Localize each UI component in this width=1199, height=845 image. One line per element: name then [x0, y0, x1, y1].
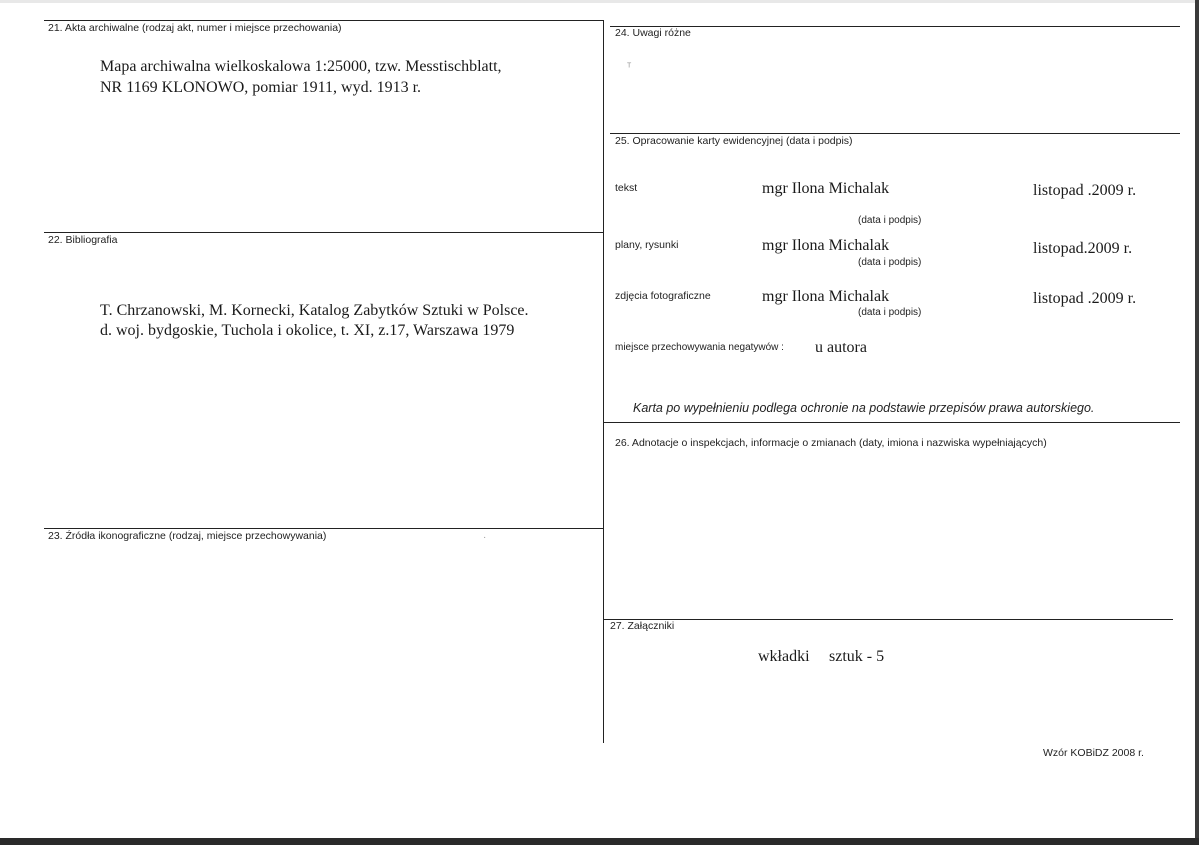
attachment-name: wkładki [758, 648, 810, 665]
section24-label: 24. Uwagi różne [615, 27, 691, 39]
row-author-text: mgr Ilona Michalak [762, 180, 890, 197]
row-author-photos: mgr Ilona Michalak [762, 288, 890, 305]
negatives-value: u autora [815, 339, 867, 356]
section22-text-line1: T. Chrzanowski, M. Kornecki, Katalog Zabytków Sztuki w Polsce. [100, 302, 529, 319]
row-note-photos: (data i podpis) [858, 307, 922, 318]
section21-text-line1: Mapa archiwalna wielkoskalowa 1:25000, tzw. Messtischblatt, [100, 58, 502, 75]
section22-label: 22. Bibliografia [48, 234, 118, 246]
section22-top-rule [44, 232, 604, 233]
row-date-photos: listopad .2009 r. [1033, 290, 1137, 307]
section24-top-rule [610, 26, 1180, 27]
section21-label: 21. Akta archiwalne (rodzaj akt, numer i miejsce przechowania) [48, 22, 342, 34]
row-type-photos: zdjęcia fotograficzne [615, 290, 711, 302]
row-type-plans: plany, rysunki [615, 239, 679, 251]
template-version: Wzór KOBiDZ 2008 r. [1043, 747, 1144, 759]
row-note-plans: (data i podpis) [858, 257, 922, 268]
section21-text-line2: NR 1169 KLONOWO, pomiar 1911, wyd. 1913 r. [100, 79, 422, 96]
row-author-plans: mgr Ilona Michalak [762, 237, 890, 254]
row-date-plans: listopad.2009 r. [1033, 240, 1133, 257]
scan-edge-top [0, 0, 1199, 3]
section23-top-rule [44, 528, 604, 529]
section26-label: 26. Adnotacje o inspekcjach, informacje o zmianach (daty, imiona i nazwiska wypełniających) [615, 437, 1047, 449]
row-note-text: (data i podpis) [858, 215, 922, 226]
stray-dot-mark: · [483, 532, 487, 543]
attachment-count: sztuk - 5 [829, 648, 885, 665]
section27-label: 27. Załączniki [610, 620, 675, 632]
row-type-text: tekst [615, 182, 638, 194]
section25-label: 25. Opracowanie karty ewidencyjnej (data i podpis) [615, 135, 853, 147]
negatives-label: miejsce przechowywania negatywów : [615, 342, 784, 353]
row-date-text: listopad .2009 r. [1033, 182, 1137, 199]
section26-top-rule [604, 422, 1180, 423]
column-divider [603, 20, 604, 743]
section22-text-line2: d. woj. bydgoskie, Tuchola i okolice, t. XI, z.17, Warszawa 1979 [100, 322, 515, 339]
section21-top-rule [44, 20, 604, 21]
section25-top-rule [610, 133, 1180, 134]
stray-pen-mark: ᵀ [627, 62, 632, 73]
copyright-note: Karta po wypełnieniu podlega ochronie na podstawie przepisów prawa autorskiego. [633, 401, 1095, 415]
section27-top-rule [604, 619, 1173, 620]
section23-label: 23. Źródła ikonograficzne (rodzaj, miejsce przechowywania) [48, 530, 327, 542]
scan-edge-right [1195, 0, 1199, 845]
scan-edge-bottom [0, 838, 1199, 845]
